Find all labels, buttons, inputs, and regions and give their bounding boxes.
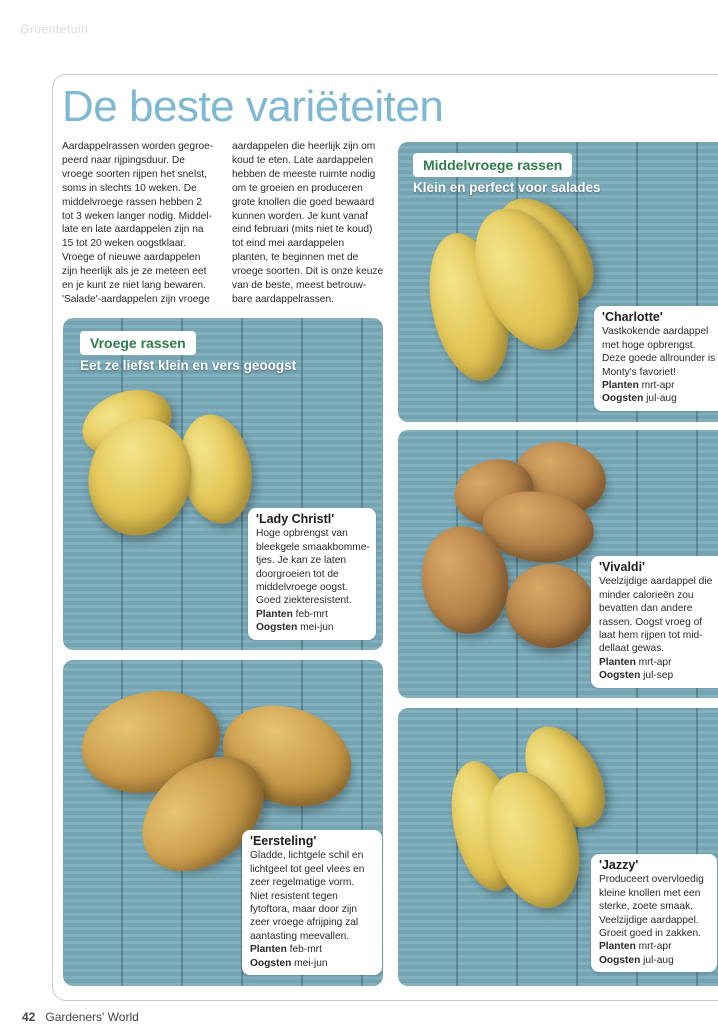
planten-value: mrt-apr [638, 941, 672, 953]
planten-label: Planten [599, 656, 636, 668]
variety-description: Gladde, lichtgele schil en [250, 850, 364, 862]
intro-line: en je kunt ze niet lang bewaren. [62, 280, 206, 292]
oogsten-label: Oogsten [599, 670, 641, 682]
intro-line: vroege soorten. Dit is onze keuze [232, 266, 384, 278]
variety-description: bevatten dan andere [599, 603, 693, 615]
variety-description: Deze goede allrounder is [602, 353, 716, 365]
variety-card-eersteling [242, 830, 382, 975]
variety-card-charlotte [594, 306, 718, 411]
intro-line: tot eind mei aardappelen [232, 238, 345, 250]
variety-description: middelvroege oogst. [256, 582, 348, 594]
variety-name: 'Lady Christl' [256, 512, 335, 526]
intro-line: Vroege of nieuwe aardappelen [62, 252, 201, 264]
section-label: Groentetuin [20, 22, 89, 36]
variety-description: Niet resistent tegen [250, 890, 338, 902]
intro-line: planten, te beginnen met de [232, 252, 359, 264]
intro-line: om te groeien en produceren [232, 182, 363, 194]
section-subtitle-middelvroege: Klein en perfect voor salades [413, 180, 601, 195]
oogsten-value: jul-sep [643, 670, 674, 682]
intro-line: 'Salade'-aardappelen zijn vroege [62, 293, 210, 305]
variety-description: tjes. Je kan ze laten [256, 555, 347, 567]
variety-name: 'Charlotte' [602, 310, 663, 324]
magazine-name: Gardeners' World [45, 1010, 139, 1024]
page-number: 42 [22, 1010, 36, 1024]
oogsten-value: jul-aug [643, 954, 674, 966]
variety-description: kleine knollen met een [599, 887, 701, 899]
oogsten-label: Oogsten [602, 393, 644, 405]
planten-label: Planten [256, 608, 293, 620]
page-footer [22, 1010, 139, 1024]
planten-label: Planten [602, 380, 639, 392]
variety-description: rassen. Oogst vroeg of [599, 616, 703, 628]
section-subtitle-vroege: Eet ze liefst klein en vers geoogst [80, 358, 297, 373]
intro-line: middelvroege rassen hebben 2 [62, 196, 202, 208]
variety-name: 'Jazzy' [599, 858, 639, 872]
variety-description: Veelzijdige aardappel. [599, 914, 699, 926]
planten-label: Planten [599, 941, 636, 953]
variety-description: laat hem rijpen tot mid- [599, 630, 703, 642]
intro-line: koud te eten. Late aardappelen [232, 154, 374, 166]
variety-description: Monty's favoriet! [602, 366, 676, 378]
variety-description: Vastkokende aardappel [602, 326, 709, 338]
intro-line: peerd naar rijpingsduur. De [62, 154, 185, 166]
intro-line: eind februari (mits niet te koud) [232, 224, 373, 236]
variety-description: zeer vroege afrijping zal [250, 917, 359, 929]
intro-line: aardappelen die heerlijk zijn om [232, 141, 376, 152]
intro-line: bare aardappelrassen. [232, 293, 334, 305]
planten-value: feb-mrt [295, 608, 328, 620]
oogsten-label: Oogsten [256, 622, 298, 634]
intro-column-1 [62, 140, 222, 307]
intro-line: kunnen worden. Je kunt vanaf [232, 210, 368, 222]
variety-name: 'Eersteling' [250, 834, 317, 848]
variety-description: Hoge opbrengst van [256, 528, 348, 540]
planten-value: feb-mrt [289, 944, 322, 956]
variety-description: fytoftora, maar door zijn [250, 904, 358, 916]
variety-description: bleekgele smaakbomme- [256, 541, 370, 553]
intro-line: vroege soorten rijpen het snelst, [62, 168, 207, 180]
intro-line: zijn heerlijk als je ze meteen eet [62, 266, 207, 278]
variety-description: zeer regelmatige vorm. [250, 877, 355, 889]
variety-description: minder calorieën zou [599, 589, 694, 601]
variety-card-lady-christl [248, 508, 376, 640]
variety-description: lichtgeel tot geel vlees en [250, 863, 365, 875]
intro-line: Aardappelrassen worden gegroe- [62, 141, 214, 152]
page-title: De beste variëteiten [62, 82, 444, 131]
oogsten-label: Oogsten [599, 954, 641, 966]
intro-line: tot 3 weken langer nodig. Middel- [62, 210, 213, 222]
oogsten-value: mei-jun [294, 957, 328, 969]
variety-description: aantasting meevallen. [250, 930, 350, 942]
variety-description: Goed ziekteresistent. [256, 595, 352, 607]
section-tag-middelvroege: Middelvroege rassen [413, 153, 572, 177]
intro-line: hebben de meeste ruimte nodig [232, 168, 376, 180]
planten-value: mrt-apr [638, 656, 672, 668]
oogsten-value: jul-aug [646, 393, 677, 405]
variety-description: dellaat gewas. [599, 643, 665, 655]
variety-description: Groeit goed in zakken. [599, 928, 701, 940]
variety-card-vivaldi [591, 556, 718, 688]
potato-image [503, 560, 598, 651]
planten-value: mrt-apr [641, 380, 675, 392]
intro-line: grote knollen die goed bewaard [232, 196, 375, 208]
variety-card-jazzy [591, 854, 717, 972]
variety-description: Veelzijdige aardappel die [599, 576, 713, 588]
variety-description: met hoge opbrengst. [602, 339, 696, 351]
intro-line: van de beste, meest betrouw- [232, 280, 367, 292]
section-tag-vroege: Vroege rassen [80, 331, 196, 355]
intro-line: late en late aardappelen zijn na [62, 224, 204, 236]
intro-line: 15 tot 20 weken oogstklaar. [62, 238, 187, 250]
intro-line: soms in slechts 10 weken. De [62, 182, 197, 194]
variety-description: Produceert overvloedig [599, 874, 704, 886]
variety-name: 'Vivaldi' [599, 560, 646, 574]
planten-label: Planten [250, 944, 287, 956]
variety-description: sterke, zoete smaak. [599, 901, 693, 913]
variety-description: doorgroeien tot de [256, 568, 339, 580]
oogsten-label: Oogsten [250, 957, 292, 969]
oogsten-value: mei-jun [300, 622, 334, 634]
intro-column-2 [232, 140, 390, 307]
